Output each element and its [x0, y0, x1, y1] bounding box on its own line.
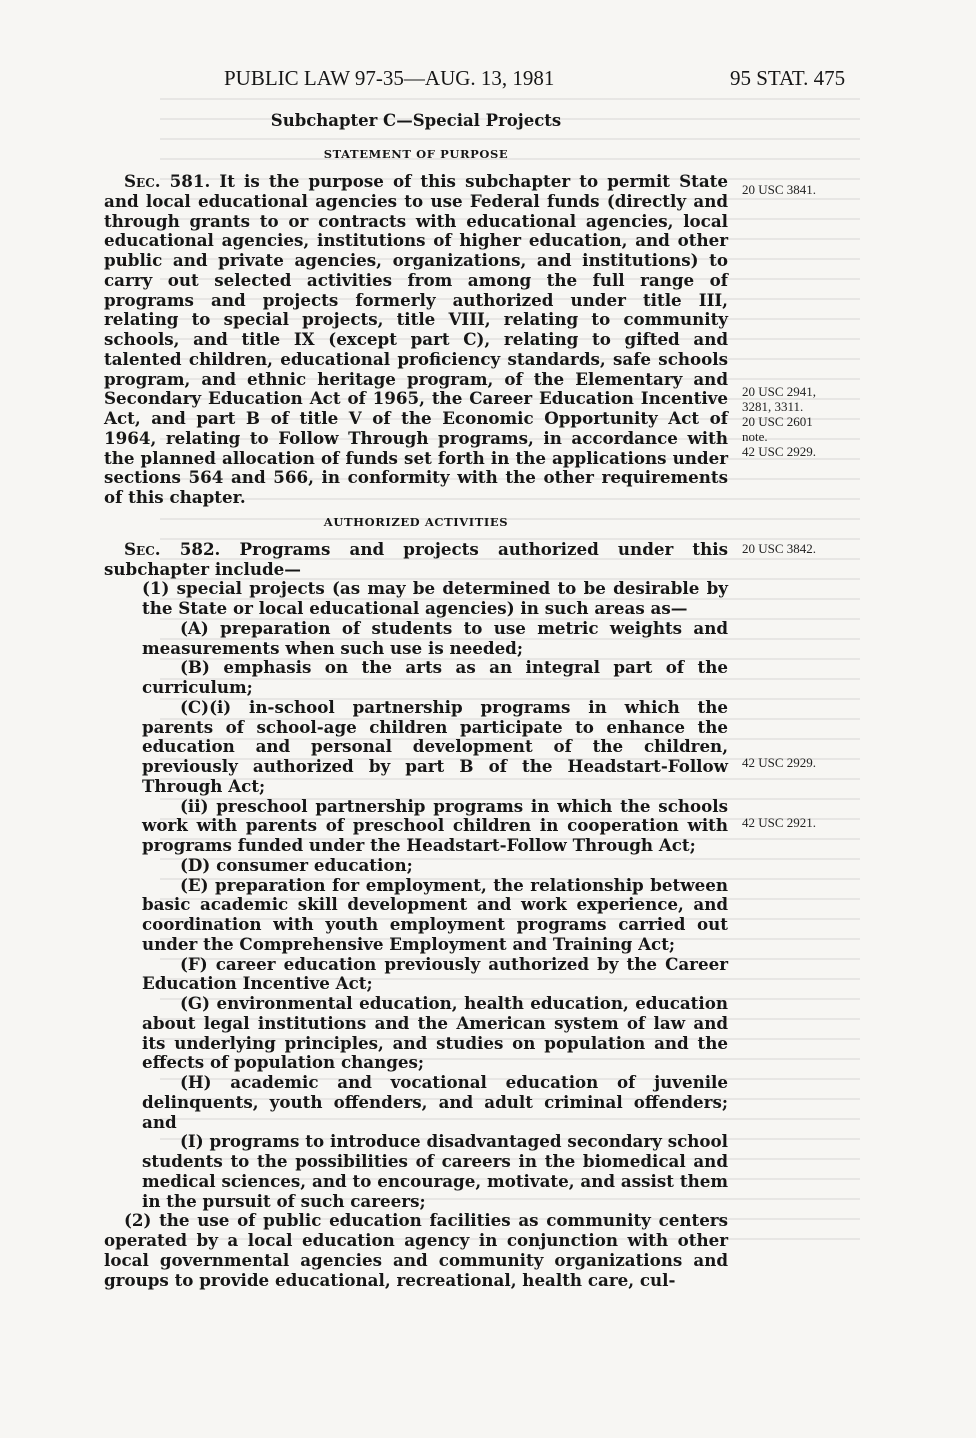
page-header — [0, 66, 976, 96]
section-581-text — [104, 172, 728, 508]
item-1e: (E) preparation for employment, the relationship between basic academic skill development and work experience, and coordination with youth employment programs carried out under the Comprehensive Employment and Training Act; — [142, 874, 728, 954]
margin-note-20usc3842: 20 USC 3842. — [742, 541, 817, 556]
item-1c-i: (C)(i) in-school partnership programs in which the parents of school-age children participate to enhance the education and personal development of the children, previously authorized by part B of the Headstart-Follow Through Act; — [142, 696, 728, 796]
public-law-title: PUBLIC LAW 97-35—AUG. 13, 1981 — [224, 66, 555, 90]
section-582-intro — [104, 540, 728, 580]
item-1i: (I) programs to introduce disadvantaged secondary school students to the possibilities of careers in the biomedical and medical sciences, and to encourage, motivate, and assist them in the pursuit of such careers; — [142, 1131, 728, 1211]
margin-note-line: 42 USC 2929. — [742, 444, 817, 459]
section-582-heading: AUTHORIZED ACTIVITIES — [323, 514, 509, 529]
margin-note-42usc2929: 42 USC 2929. — [742, 755, 817, 770]
margin-note-line: note. — [742, 429, 768, 444]
statute-page-number: 95 STAT. 475 — [730, 66, 846, 90]
section-581-label: Sec. 581. — [124, 171, 211, 191]
subchapter-heading: Subchapter C—Special Projects — [270, 111, 562, 130]
main-text — [104, 110, 728, 1290]
item-1f: (F) career education previously authorized by the Career Education Incentive Act; — [142, 953, 728, 994]
item-1g: (G) environmental education, health education, education about legal institutions and the American system of law and its underlying principles, and studies on population and the effects of population changes; — [142, 993, 728, 1073]
item-1: (1) special projects (as may be determined to be desirable by the State or local educational agencies) in such areas as— — [142, 578, 728, 618]
section-582-label: Sec. 582. — [124, 538, 221, 559]
item-1h: (H) academic and vocational education of juvenile delinquents, youth offenders, and adult criminal offenders; and — [142, 1072, 728, 1132]
margin-note-line: 20 USC 2601 — [742, 414, 813, 429]
margin-note-line: 3281, 3311. — [742, 399, 804, 414]
item-1d: (D) consumer education; — [180, 854, 413, 875]
section-582-intro-text: Programs and projects authorized under this subchapter include— — [104, 538, 729, 579]
margin-note-20usc3841: 20 USC 3841. — [742, 182, 817, 197]
section-581-body: It is the purpose of this subchapter to permit State and local educational agencies to use Federal funds (directly and through grants to or contracts with educational agencies, local educational agencies, institutions of higher education, and other public and private agencies, organizations, and institutions) to carry out selected activities from among the full range of programs and projects formerly authorized under title III, relating to special projects, title VIII, relating to community schools, and title IX (except part C), relating to gifted and talented children, educational proficiency standards, safe schools program, and ethnic heritage program, of the Elementary and Secondary Education Act of 1965, the Career Education Incentive Act, and part B of title V of the Economic Opportunity Act of 1964, relating to Follow Through programs, in accordance with the planned allocation of funds set forth in the applications under sections 564 and 566, in conformity with the other requirements of this chapter. — [104, 171, 728, 507]
margin-note-line: 20 USC 2941, — [742, 384, 817, 399]
item-1c-ii: (ii) preschool partnership programs in which the schools work with parents of preschool children in cooperation with programs funded under the Headstart-Follow Through Act; — [142, 795, 728, 855]
item-1a: (A) preparation of students to use metric weights and measurements when such use is needed; — [142, 617, 728, 658]
item-1b: (B) emphasis on the arts as an integral part of the curriculum; — [142, 657, 728, 697]
section-581-heading: STATEMENT OF PURPOSE — [323, 147, 509, 161]
item-2: (2) the use of public education facilities as community centers operated by a local education agency in conjunction with other local governmental agencies and community organizations and groups to provide educational, recreational, health care, cul- — [104, 1210, 728, 1290]
margin-note-42usc2921: 42 USC 2921. — [742, 815, 817, 830]
margin-note-20usc2941 — [742, 384, 862, 459]
